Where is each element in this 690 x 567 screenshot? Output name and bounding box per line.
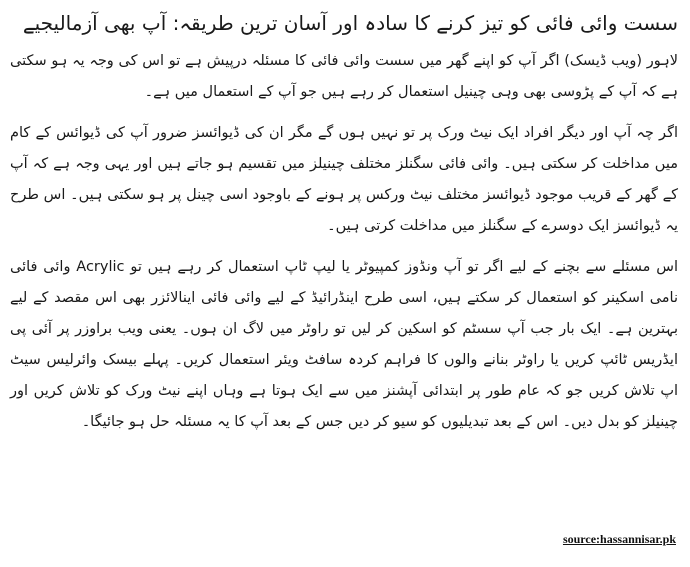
- paragraph-interference: اگر چہ آپ اور دیگر افراد ایک نیٹ ورک پر تو نہیں ہوں گے مگر ان کی ڈیوائسز ضرور آپ کی ڈیوائس کے کام میں مداخلت کر سکتی ہیں۔ وائی فائی سگنلز مختلف چینیلز میں تقسیم ہو جاتے ہیں اور یہی وجہ ہے کہ آپ کے گھر کے قریب موجود ڈیوائسز مختلف نیٹ ورکس پر ہونے کے باوجود اسی چینل پر ہو سکتی ہیں۔ اس طرح یہ ڈیوائسز ایک دوسرے کے سگنلز میں مداخلت کرتی ہیں۔: [10, 125, 678, 234]
- article: [10, 0, 678, 438]
- paragraph-intro: لاہور (ویب ڈیسک) اگر آپ کو اپنے گھر میں سست وائی فائی کا مسئلہ درپیش ہے تو اس کی وجہ یہ ہو سکتی ہے کہ آپ کے پڑوسی بھی وہی چینیل استعمال کر رہے ہیں جو آپ کے استعمال میں ہے۔: [10, 53, 678, 100]
- article-headline: سست وائی فائی کو تیز کرنے کا سادہ اور آسان ترین طریقہ: آپ بھی آزمالیجیے: [22, 11, 678, 35]
- paragraph-solution: اس مسئلے سے بچنے کے لیے اگر تو آپ ونڈوز کمپیوٹر یا لیپ ٹاپ استعمال کر رہے ہیں تو Acrylic وائی فائی نامی اسکینر کو استعمال کر سکتے ہیں، اسی طرح اینڈرائیڈ کے لیے وائی فائی اینالائزر بھی اس مقصد کے لیے بہترین ہے۔ ایک بار جب آپ سسٹم کو اسکین کر لیں تو راوٹر میں لاگ ان ہوں۔ یعنی ویب براوزر پر آئی پی ایڈریس ٹائپ کریں یا راوٹر بنانے والوں کا فراہم کردہ سافٹ ویئر استعمال کریں۔ پہلے بیسک وائرلیس سیٹ اپ تلاش کریں جو کہ عام طور پر ابتدائی آپشنز میں سے ایک ہوتا ہے وہاں اپنے نیٹ ورک کو تلاش کریں اور چینیلز کو بدل دیں۔ اس کے بعد تبدیلیوں کو سیو کر دیں جس کے بعد آپ کا یہ مسئلہ حل ہو جائیگا۔: [10, 259, 678, 430]
- spacer: [10, 242, 678, 252]
- source-credit: source:hassannisar.pk: [562, 532, 676, 546]
- spacer: [10, 108, 678, 118]
